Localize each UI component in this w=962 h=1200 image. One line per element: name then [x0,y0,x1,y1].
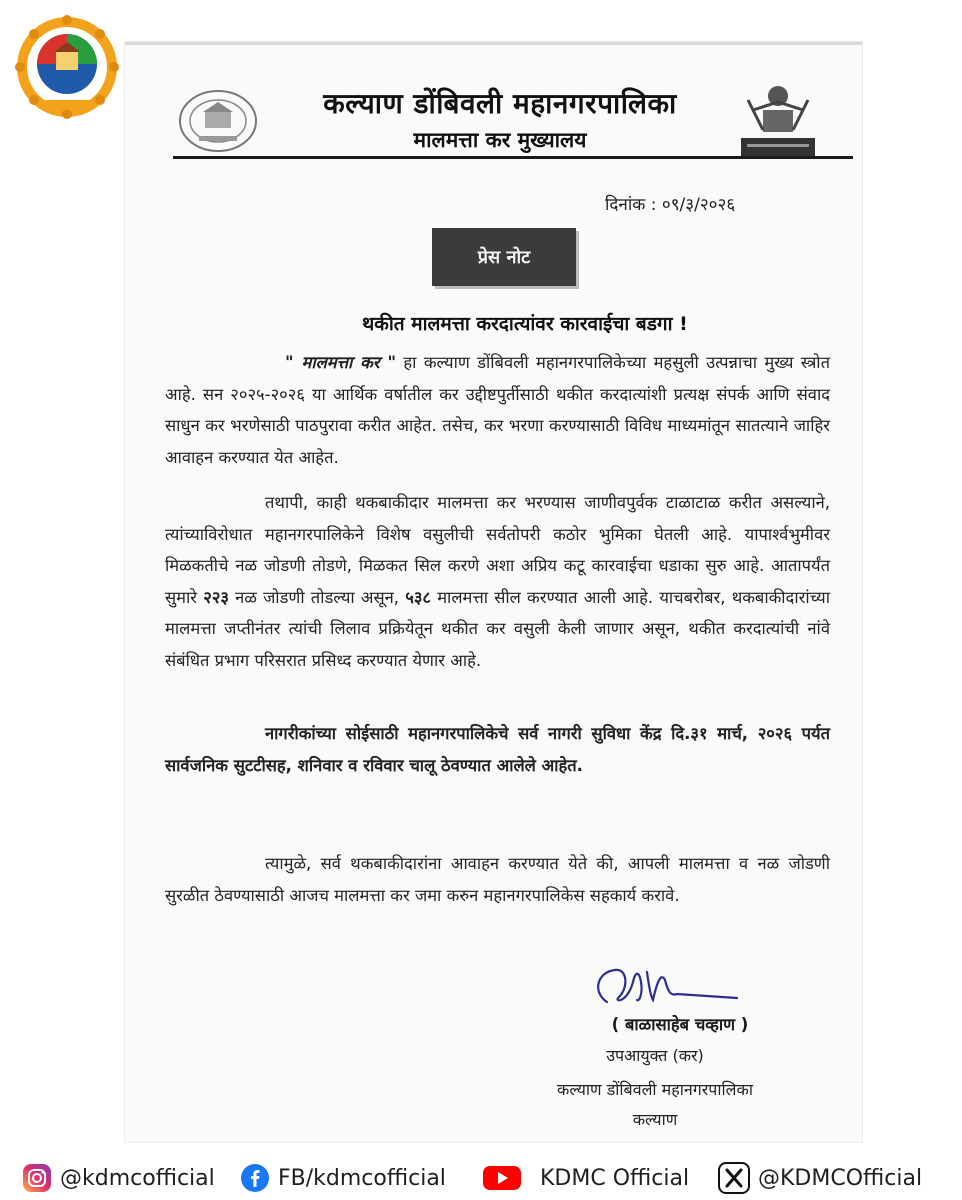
paragraph-3-text: नागरीकांच्या सोईसाठी महानगरपालिकेचे सर्व नागरी सुविधा केंद्र दि.३१ मार्च, २०२६ पर्यत सार्वजनिक सुटटीसह, शनिवार व रविवार चालू ठेवण्यात आलेले आहेत. [165,724,830,775]
municipal-seal-icon [177,86,259,156]
x-icon [718,1162,750,1194]
signatory-name: ( बाळासाहेब चव्हाण ) [611,1015,749,1034]
instagram-icon [22,1163,52,1193]
paragraph-4 [165,848,830,911]
paragraph-1-text: हा कल्याण डोंबिवली महानगरपालिकेच्या महसुली उत्पन्नाचा मुख्य स्त्रोत आहे. सन २०२५-२०२६ या आर्थिक वर्षातील कर उद्दीष्टपुर्तीसाठी थकीत करदात्यांशी प्रत्यक्ष संपर्क आणि संवाद साधुन कर भरणेसाठी पाठपुरावा करीत आहेत. तसेच, कर भरणा करण्यासाठी विविध माध्यमांतून सातत्याने जाहिर आवाहन करण्यात येत आहेत. [165,353,830,467]
water-connections-cut-count: २२३ [203,587,229,607]
signature-icon [587,942,747,1022]
signatory-organization: कल्याण डोंबिवली महानगरपालिका [557,1080,753,1099]
kdmc-logo-icon [14,14,120,120]
youtube-channel: KDMC Official [540,1165,690,1191]
paper-top-edge [125,42,862,45]
paragraph-4-text: त्यामुळे, सर्व थकबाकीदारांना आवाहन करण्यात येते की, आपली मालमत्ता व नळ जोडणी सुरळीत ठेवण्यासाठी आजच मालमत्ता कर जमा करुन महानगरपालिकेस सहकार्य करावे. [165,854,830,905]
x-handle: @KDMCOfficial [758,1165,923,1191]
paragraph-2 [165,487,830,676]
headline: थकीत मालमत्ता करदात्यांवर कारवाईचा बडगा ! [362,313,688,335]
paragraph-1-emphasis: " मालमत्ता कर " [285,353,397,372]
facebook-handle: FB/kdmcofficial [278,1165,446,1191]
youtube-link[interactable] [482,1160,689,1196]
properties-sealed-count: ५३८ [405,587,431,607]
facebook-icon [240,1163,270,1193]
facebook-link[interactable] [240,1160,446,1196]
press-note-document [125,42,862,1142]
paragraph-2-text-a: तथापी, काही थकबाकीदार मालमत्ता कर भरण्यास जाणीवपुर्वक टाळाटाळ करीत असल्याने, त्यांच्याविरोधात महानगरपालिकेने विशेष वसुलीची सर्वतोपरी कठोर भुमिका घेतली आहे. यापार्श्वभुमीवर मिळकतीचे नळ जोडणी तोडणे, मिळकत सिल करणे अशा अप्रिय कटू कारवाईचा धडाका सुरु आहे. आतापर्यंत सुमारे [165,493,830,607]
instagram-handle: @kdmcofficial [60,1165,215,1191]
signatory-place: कल्याण [632,1110,678,1129]
x-link[interactable] [718,1160,922,1196]
municipal-corporation-title: कल्याण डोंबिवली महानगरपालिका [323,87,677,120]
emblem-icon [733,80,823,168]
department-subtitle: मालमत्ता कर मुख्यालय [413,128,587,152]
signatory-designation: उपआयुक्त (कर) [606,1046,704,1065]
date-line: दिनांक : ०९/३/२०२६ [605,195,736,215]
paragraph-1 [165,347,830,473]
header-divider [173,156,853,159]
instagram-link[interactable] [22,1160,215,1196]
paragraph-2-text-b: नळ जोडणी तोडल्या असून, [228,587,406,607]
paragraph-3 [165,718,830,781]
paragraph-2-text-c: मालमत्ता सील करण्यात आली आहे. याचबरोबर, थकबाकीदारांच्या मालमत्ता जप्तीनंतर त्यांची लिलाव प्रक्रियेतून थकीत कर वसुली केली जाणार असून, थकीत करदात्यांची नांवे संबंधित प्रभाग परिसरात प्रसिध्द करण्यात येणार आहे. [165,587,830,670]
press-note-label: प्रेस नोट [432,228,576,286]
youtube-icon [482,1163,522,1193]
